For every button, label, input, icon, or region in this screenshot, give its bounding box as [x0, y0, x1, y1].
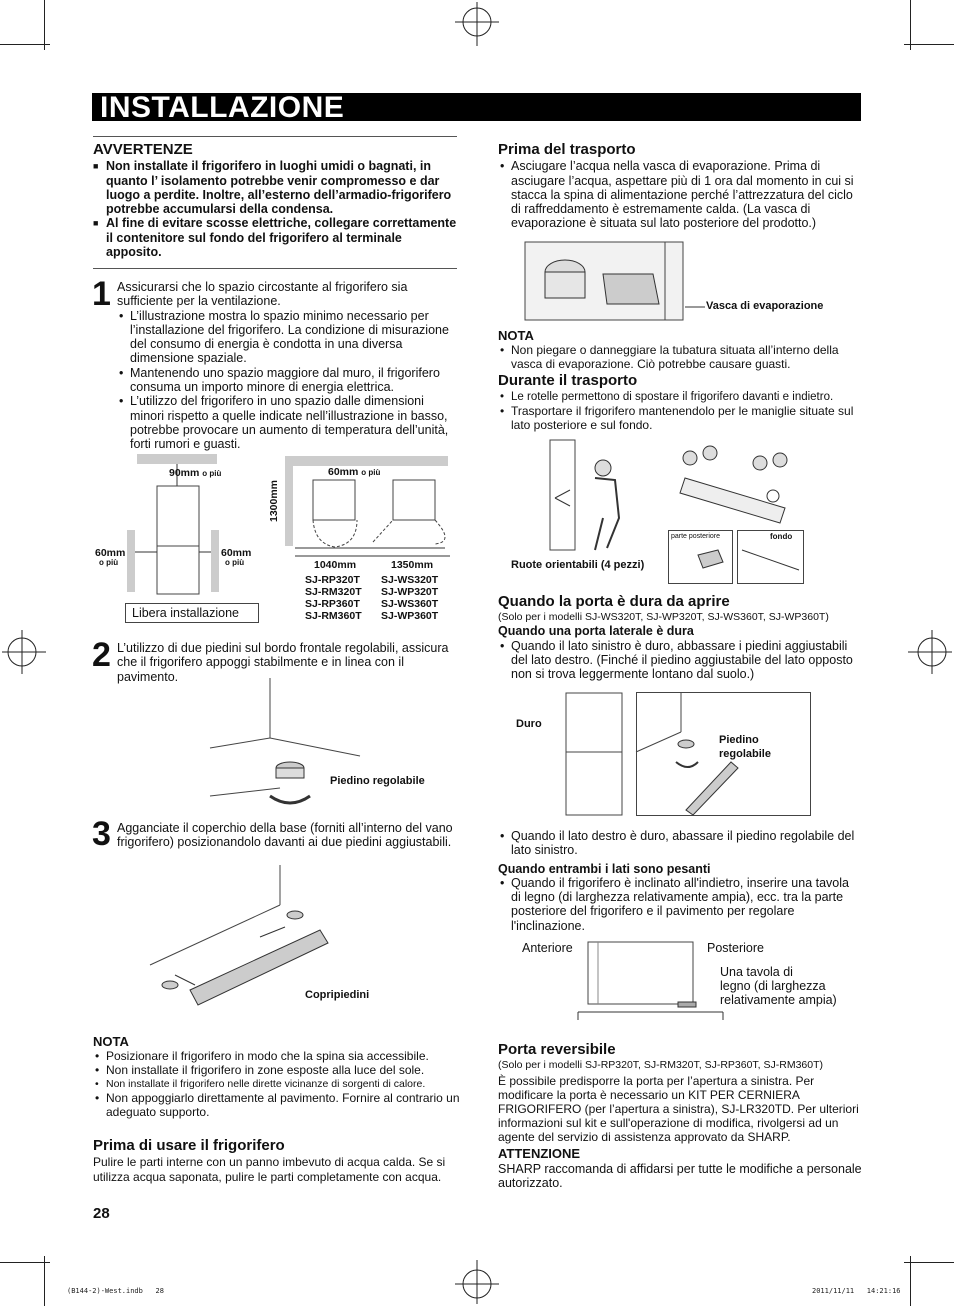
- crop-mark: [0, 1262, 50, 1263]
- clearance-right-label: 60mm: [221, 547, 252, 559]
- avvertenze-heading: AVVERTENZE: [93, 141, 193, 158]
- step-number: 1: [92, 275, 111, 313]
- libera-installazione-label: Libera installazione: [125, 603, 259, 623]
- clearance-left-label: 60mm: [95, 547, 126, 559]
- porta-dura-section: [498, 595, 862, 681]
- nota-list: [93, 1049, 463, 1119]
- porta-dura-list3: [498, 876, 862, 933]
- clearance-height-label: 1300mm: [268, 479, 281, 523]
- step3-text: Agganciate il coperchio della base (forniti all’interno del vano frigorifero) posizionandolo davanti ai due piedini aggiustabili.: [117, 821, 453, 850]
- carry-illustration: [665, 438, 805, 533]
- piedino-regolabile-label: Piedino regolabile: [719, 734, 771, 760]
- porta-dura-continued: [498, 829, 862, 933]
- clearance-left-sub: o più: [99, 558, 119, 567]
- avvertenze-list: [93, 159, 459, 259]
- duro-label: Duro: [516, 718, 542, 730]
- prima-trasporto-list: [498, 159, 862, 230]
- list-item: • Posizionare il frigorifero in modo che la spina sia accessibile.: [93, 1049, 463, 1063]
- attenzione-heading: ATTENZIONE: [498, 1146, 581, 1162]
- porta-dura-heading: Quando la porta è dura da aprire: [498, 593, 730, 610]
- attenzione-text: SHARP raccomanda di affidarsi per tutte le modifiche a personale autorizzato.: [498, 1161, 862, 1190]
- list-item: • Le rotelle permettono di spostare il frigorifero davanti e indietro.: [498, 390, 862, 404]
- width-label-1: 1040mm: [314, 559, 357, 571]
- prima-usare-heading: Prima di usare il frigorifero: [93, 1137, 285, 1154]
- list-item: ■ Non installate il frigorifero in luoghi umidi o bagnati, in quanto l’ isolamento potrebbe venir compromesso e dar luogo a perdite. Inoltre, all’esterno dell’armadio-frigorifero potrebbe accumularsi della condensa.: [93, 159, 459, 216]
- page-title-bar: [92, 91, 861, 124]
- prima-trasporto-heading: Prima del trasporto: [498, 141, 636, 158]
- door-hard-fridge: [565, 692, 625, 817]
- list-item: • Non installate il frigorifero nelle dirette vicinanze di sorgenti di calore.: [93, 1077, 463, 1091]
- avvertenze-section: [93, 143, 459, 259]
- anteriore-label: Anteriore: [522, 941, 573, 955]
- step-number: 2: [92, 636, 111, 674]
- crop-mark: [44, 0, 45, 50]
- list-item: • Non appoggiarlo direttamente al pavimento. Fornire al contrario un adeguato supporto.: [93, 1091, 463, 1119]
- adjustable-foot-illustration: [210, 678, 360, 808]
- step-number: 3: [92, 815, 111, 853]
- reversibile-heading: Porta reversibile: [498, 1041, 616, 1058]
- list-item: • Mantenendo uno spazio maggiore dal muro, il frigorifero consuma un importo minore di energia elettrica.: [117, 366, 459, 395]
- page-number: 28: [93, 1205, 110, 1222]
- models-b: SJ-WS320T SJ-WP320T SJ-WS360T SJ-WP360T: [381, 574, 439, 622]
- list-item: • Quando il lato destro è duro, abassare il piedino regolabile del lato sinistro.: [498, 829, 862, 858]
- nota-heading: NOTA: [93, 1034, 129, 1049]
- parte-posteriore-label: parte posteriore: [671, 533, 721, 540]
- list-item: ■ Al fine di evitare scosse elettriche, collegare correttamente il contenitore sul fondo del frigorifero al terminale apposito.: [93, 216, 459, 259]
- crop-mark: [910, 0, 911, 50]
- durante-list: [498, 390, 862, 432]
- durante-section: [498, 374, 862, 432]
- wood-board-illustration: [578, 940, 723, 1022]
- leader-line: [685, 306, 705, 310]
- reversibile-text: È possibile predisporre la porta per l’apertura a sinistra. Per modificare la porta è necessario un KIT PER CERNIERA FRIGORIFERO (per l’apertura a sinistra), SJ-LR320TD. Per ulteriori informazioni sul kit e sull'operazione di modifica, rivolgersi ad un agente del servizio di assistenza approvato da SHARP.: [498, 1074, 859, 1145]
- list-item: • Asciugare l’acqua nella vasca di evaporazione. Prima di asciugare l’acqua, aspettare più di 1 ora dal momento in cui si stacca la spina di alimentazione perché l’attrezzatura del ciclo di raffreddamento è estremamente calda. (La vasca di evaporazione è situata sul lato posteriore del prodotto.): [498, 159, 862, 230]
- porta-dura-models: (Solo per i modelli SJ-WS320T, SJ-WP320T, SJ-WS360T, SJ-WP360T): [498, 611, 829, 624]
- clearance-top-label: 90mm o più: [169, 467, 222, 479]
- list-item: • L’utilizzo del frigorifero in uno spazio dalle dimensioni minori rispetto a quelle indicate nell’illustrazione in basso, potrebbe provocare un aumento di temperatura dell’unità, forti rumori e guasti.: [117, 394, 459, 451]
- step1-bullets: [117, 309, 459, 452]
- prima-usare-section: [93, 1139, 459, 1184]
- fondo-label: fondo: [770, 532, 793, 541]
- nota-right: [498, 329, 862, 371]
- list-item: • Non piegare o danneggiare la tubatura situata all’interno della vasca di evaporazione. Ciò potrebbe causare guasti.: [498, 343, 862, 371]
- step1-text: [117, 280, 459, 452]
- footer-left: (B144-2)-West.indb 28: [67, 1287, 164, 1295]
- list-item: • Quando il frigorifero è inclinato all'indietro, inserire una tavola di legno (di larghezza relativamente ampia), ecc. tra la parte posteriore del frigorifero e il pavimento per regolare l'inclinazione.: [498, 876, 862, 933]
- crop-mark: [910, 1256, 911, 1306]
- list-item: • Non installate il frigorifero in zone esposte alla luce del sole.: [93, 1063, 463, 1077]
- copripiedini-label: Copripiedini: [305, 989, 370, 1001]
- posteriore-label: Posteriore: [707, 941, 764, 955]
- crop-mark: [904, 1262, 954, 1263]
- evaporation-tray-illustration: [525, 242, 685, 322]
- porta-dura-sub2: Quando entrambi i lati sono pesanti: [498, 861, 711, 876]
- porta-dura-sub1: Quando una porta laterale è dura: [498, 624, 694, 639]
- prima-usare-text: Pulire le parti interne con un panno imbevuto di acqua calda. Se si utilizza acqua saponata, pulire le parti completamente con acqua.: [93, 1155, 446, 1184]
- step1-intro: Assicurarsi che lo spazio circostante al frigorifero sia sufficiente per la ventilazione.: [117, 280, 408, 309]
- piedino-label: Piedino regolabile: [330, 775, 425, 787]
- page-title: INSTALLAZIONE: [100, 91, 345, 124]
- list-item: • Quando il lato sinistro è duro, abbassare i piedini aggiustabili del lato destro. (Finché il piedino aggiustabile del lato opposto non si trova leggermente lontano dal suolo.): [498, 639, 862, 682]
- registration-mark: [908, 630, 952, 674]
- registration-mark: [455, 2, 499, 46]
- nota-heading: NOTA: [498, 328, 534, 343]
- porta-dura-list1: [498, 639, 862, 682]
- ruote-label: Ruote orientabili (4 pezzi): [511, 559, 645, 571]
- crop-mark: [0, 44, 50, 45]
- prima-trasporto-section: [498, 143, 862, 231]
- models-a: SJ-RP320T SJ-RM320T SJ-RP360T SJ-RM360T: [305, 574, 362, 622]
- list-item: • L’illustrazione mostra lo spazio minimo necessario per l’installazione del frigorifero. La condizione di misurazione del consumo di energia è condotta in una diversa dimensione spaziale.: [117, 309, 459, 366]
- reversibile-models: (Solo per i modelli SJ-RP320T, SJ-RM320T, SJ-RP360T, SJ-RM360T): [498, 1059, 824, 1072]
- divider: [93, 268, 457, 269]
- registration-mark: [2, 630, 46, 674]
- reversibile-section: [498, 1043, 862, 1190]
- list-item: • Trasportare il frigorifero mantenendolo per le maniglie situate sul lato posteriore e sul fondo.: [498, 404, 862, 432]
- step2-text: L’utilizzo di due piedini sul bordo frontale regolabili, assicura che il frigorifero appoggi stabilmente e in linea con il pavimento.: [117, 641, 449, 684]
- transport-illustration: [545, 438, 665, 553]
- nota-left: [93, 1035, 463, 1119]
- porta-dura-list2: [498, 829, 862, 858]
- divider: [93, 136, 457, 137]
- nota-list: [498, 343, 862, 371]
- clearance-right-sub: o più: [225, 558, 245, 567]
- durante-heading: Durante il trasporto: [498, 372, 638, 389]
- width-label-2: 1350mm: [391, 559, 434, 571]
- crop-mark: [904, 44, 954, 45]
- registration-mark: [455, 1260, 499, 1304]
- crop-mark: [44, 1256, 45, 1306]
- tavola-label: Una tavola di legno (di larghezza relativamente ampia): [720, 965, 837, 1007]
- vasca-label: Vasca di evaporazione: [706, 300, 824, 312]
- clearance-top2-label: 60mm o più: [328, 466, 381, 478]
- footer-right: 2011/11/11 14:21:16: [812, 1287, 901, 1295]
